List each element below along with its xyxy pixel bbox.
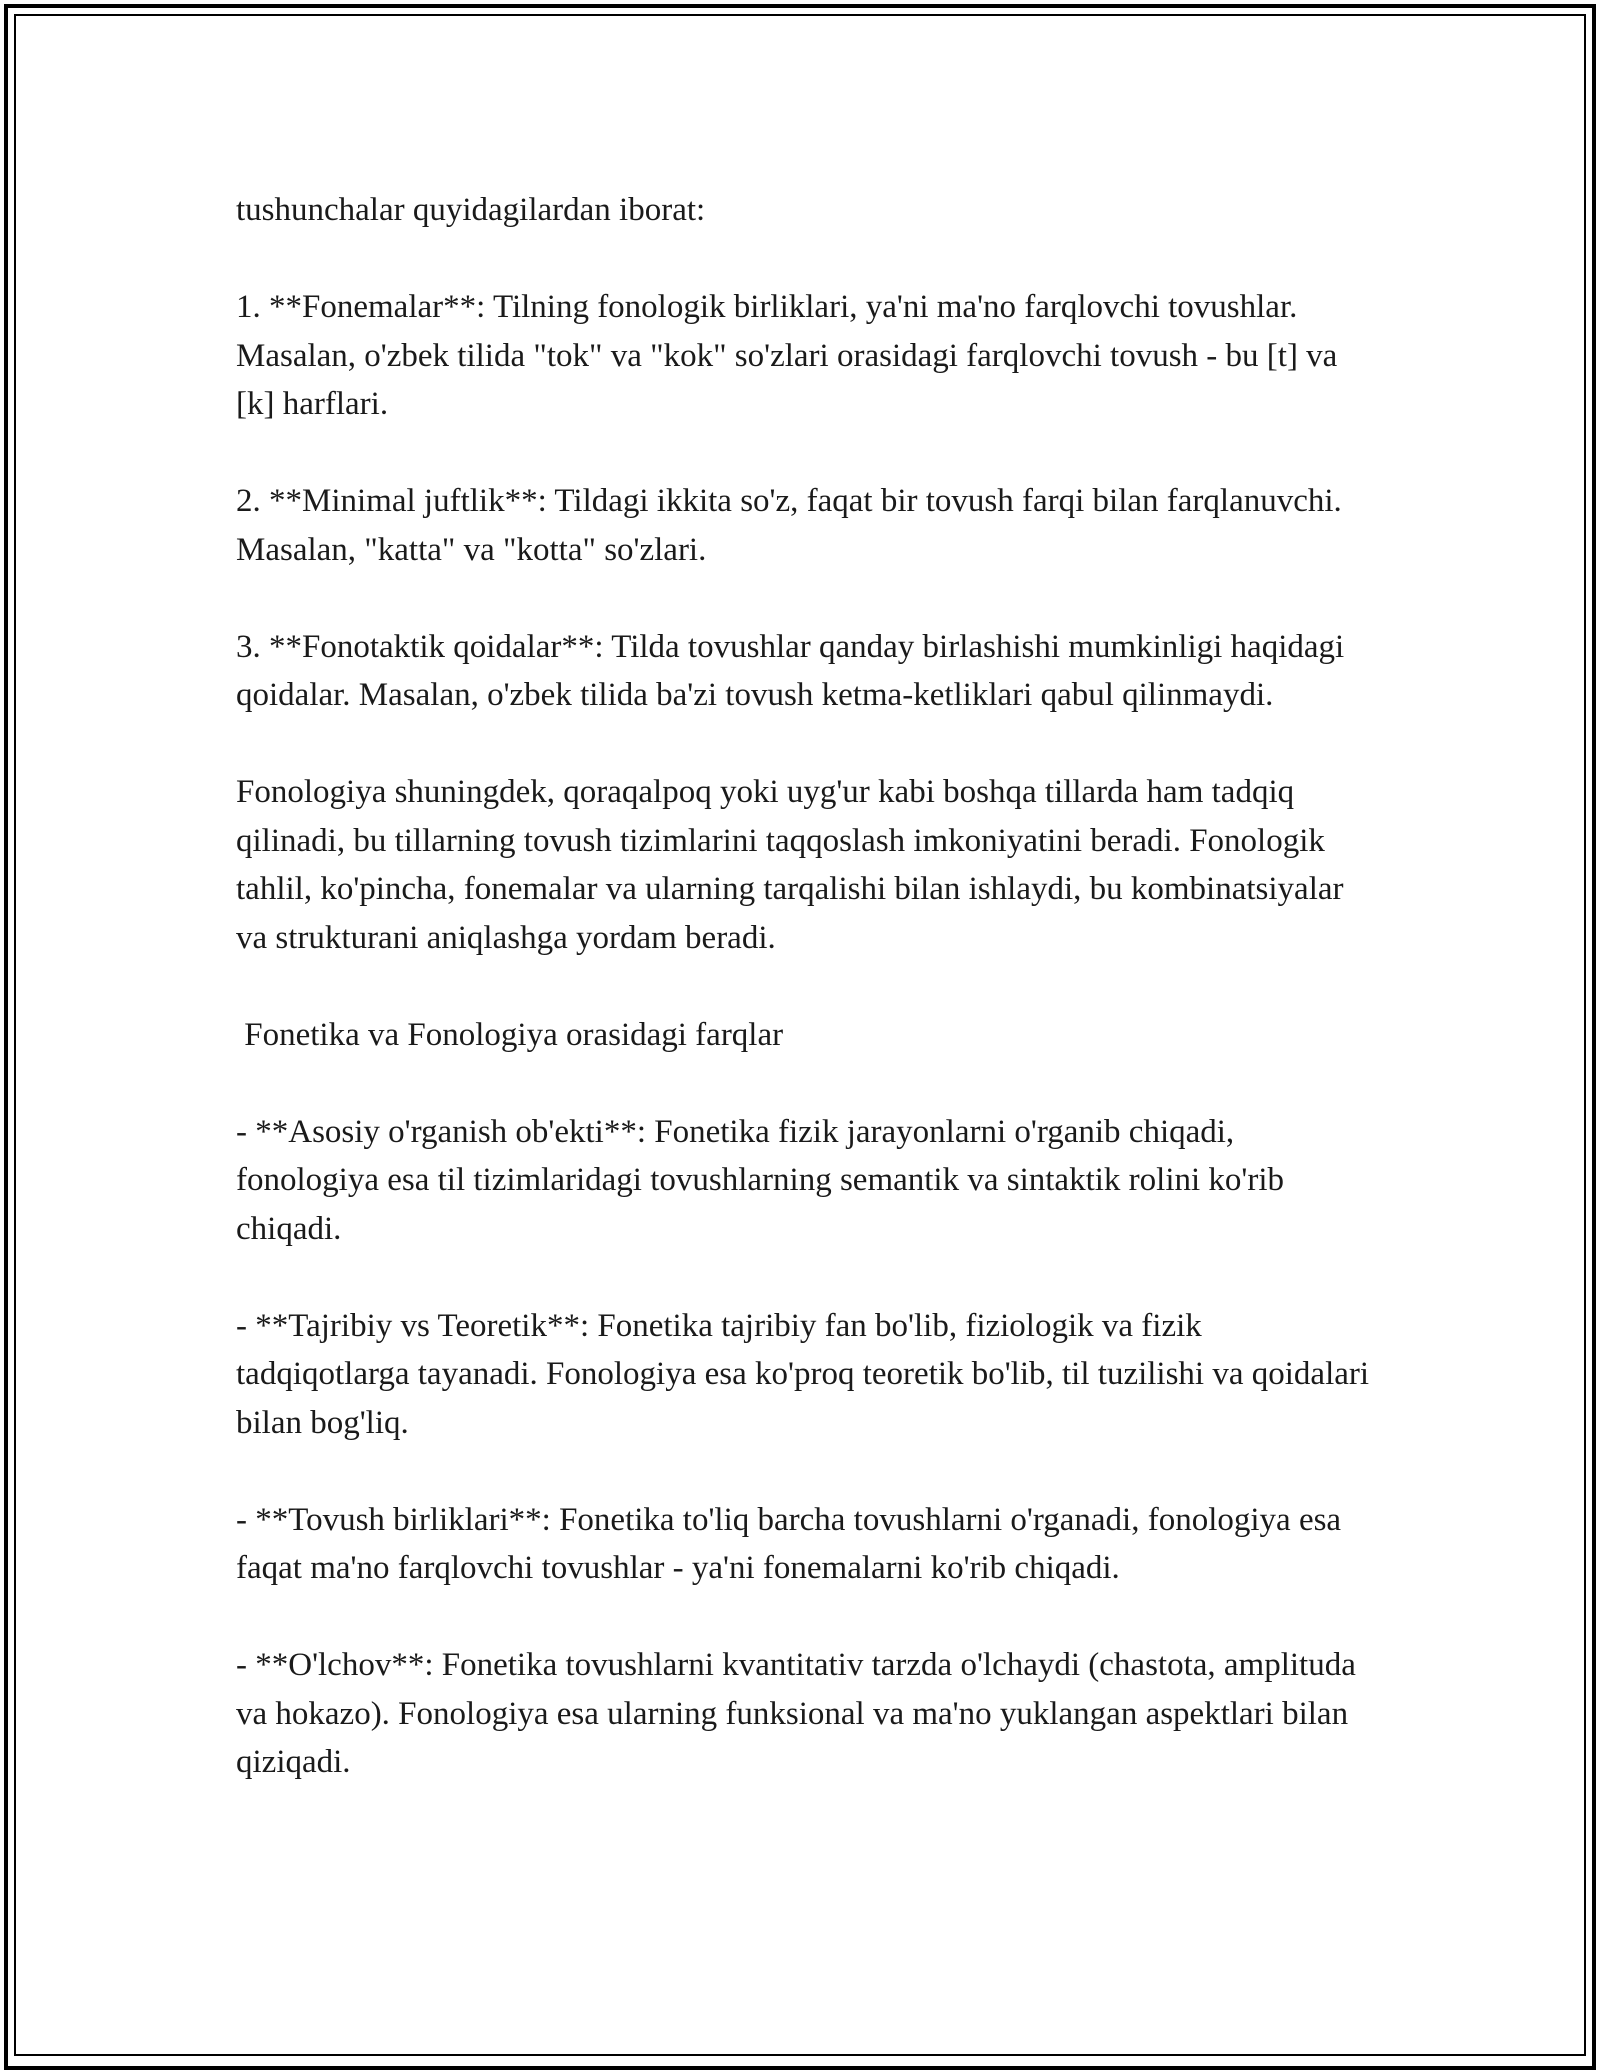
section-heading: Fonetika va Fonologiya orasidagi farqlar	[236, 1016, 784, 1053]
list-item-minimal-juftlik: 2. **Minimal juftlik**: Tildagi ikkita so'z, faqat bir tovush farqi bilan farqlanuvchi. Masalan, "katta" va "kotta" so'zlari.	[236, 483, 1351, 568]
list-item-fonotaktik-qoidalar: 3. **Fonotaktik qoidalar**: Tilda tovushlar qanday birlashishi mumkinligi haqidagi qoidalar. Masalan, o'zbek tilida ba'zi tovush ketma-ketliklari qabul qilinmaydi.	[236, 628, 1353, 713]
paragraph-fonologiya: Fonologiya shuningdek, qoraqalpoq yoki uyg'ur kabi boshqa tillarda ham tadqiq qilinadi, bu tillarning tovush tizimlarini taqqoslash imkoniyatini beradi. Fonologik tahlil, ko'pincha, fonemalar va ularning tarqalishi bilan ishlaydi, bu kombinatsiyalar va strukturani aniqlashga yordam beradi.	[236, 774, 1352, 956]
bullet-tovush-birliklari: - **Tovush birliklari**: Fonetika to'liq barcha tovushlarni o'rganadi, fonologiya esa faqat ma'no farqlovchi tovushlar - ya'ni fonemalarni ko'rib chiqadi.	[236, 1501, 1350, 1586]
document-body	[236, 186, 1376, 1787]
intro-line: tushunchalar quyidagilardan iborat:	[236, 192, 706, 228]
bullet-asosiy-organish: - **Asosiy o'rganish ob'ekti**: Fonetika fizik jarayonlarni o'rganib chiqadi, fonologiya esa til tizimlaridagi tovushlarning semantik va sintaktik rolini ko'rib chiqadi.	[236, 1113, 1293, 1247]
bullet-tajribiy-vs-teoretik: - **Tajribiy vs Teoretik**: Fonetika tajribiy fan bo'lib, fiziologik va fizik tadqiqotlarga tayanadi. Fonologiya esa ko'proq teoretik bo'lib, til tuzilishi va qoidalari bilan bog'liq.	[236, 1307, 1378, 1441]
bullet-olchov: - **O'lchov**: Fonetika tovushlarni kvantitativ tarzda o'lchaydi (chastota, amplituda va hokazo). Fonologiya esa ularning funksional va ma'no yuklangan aspektlari bilan qiziqadi.	[236, 1647, 1365, 1780]
list-item-fonemalar: 1. **Fonemalar**: Tilning fonologik birliklari, ya'ni ma'no farqlovchi tovushlar. Masalan, o'zbek tilida "tok" va "kok" so'zlari orasidagi farqlovchi tovush - bu [t] va [k] harflari.	[236, 289, 1346, 422]
